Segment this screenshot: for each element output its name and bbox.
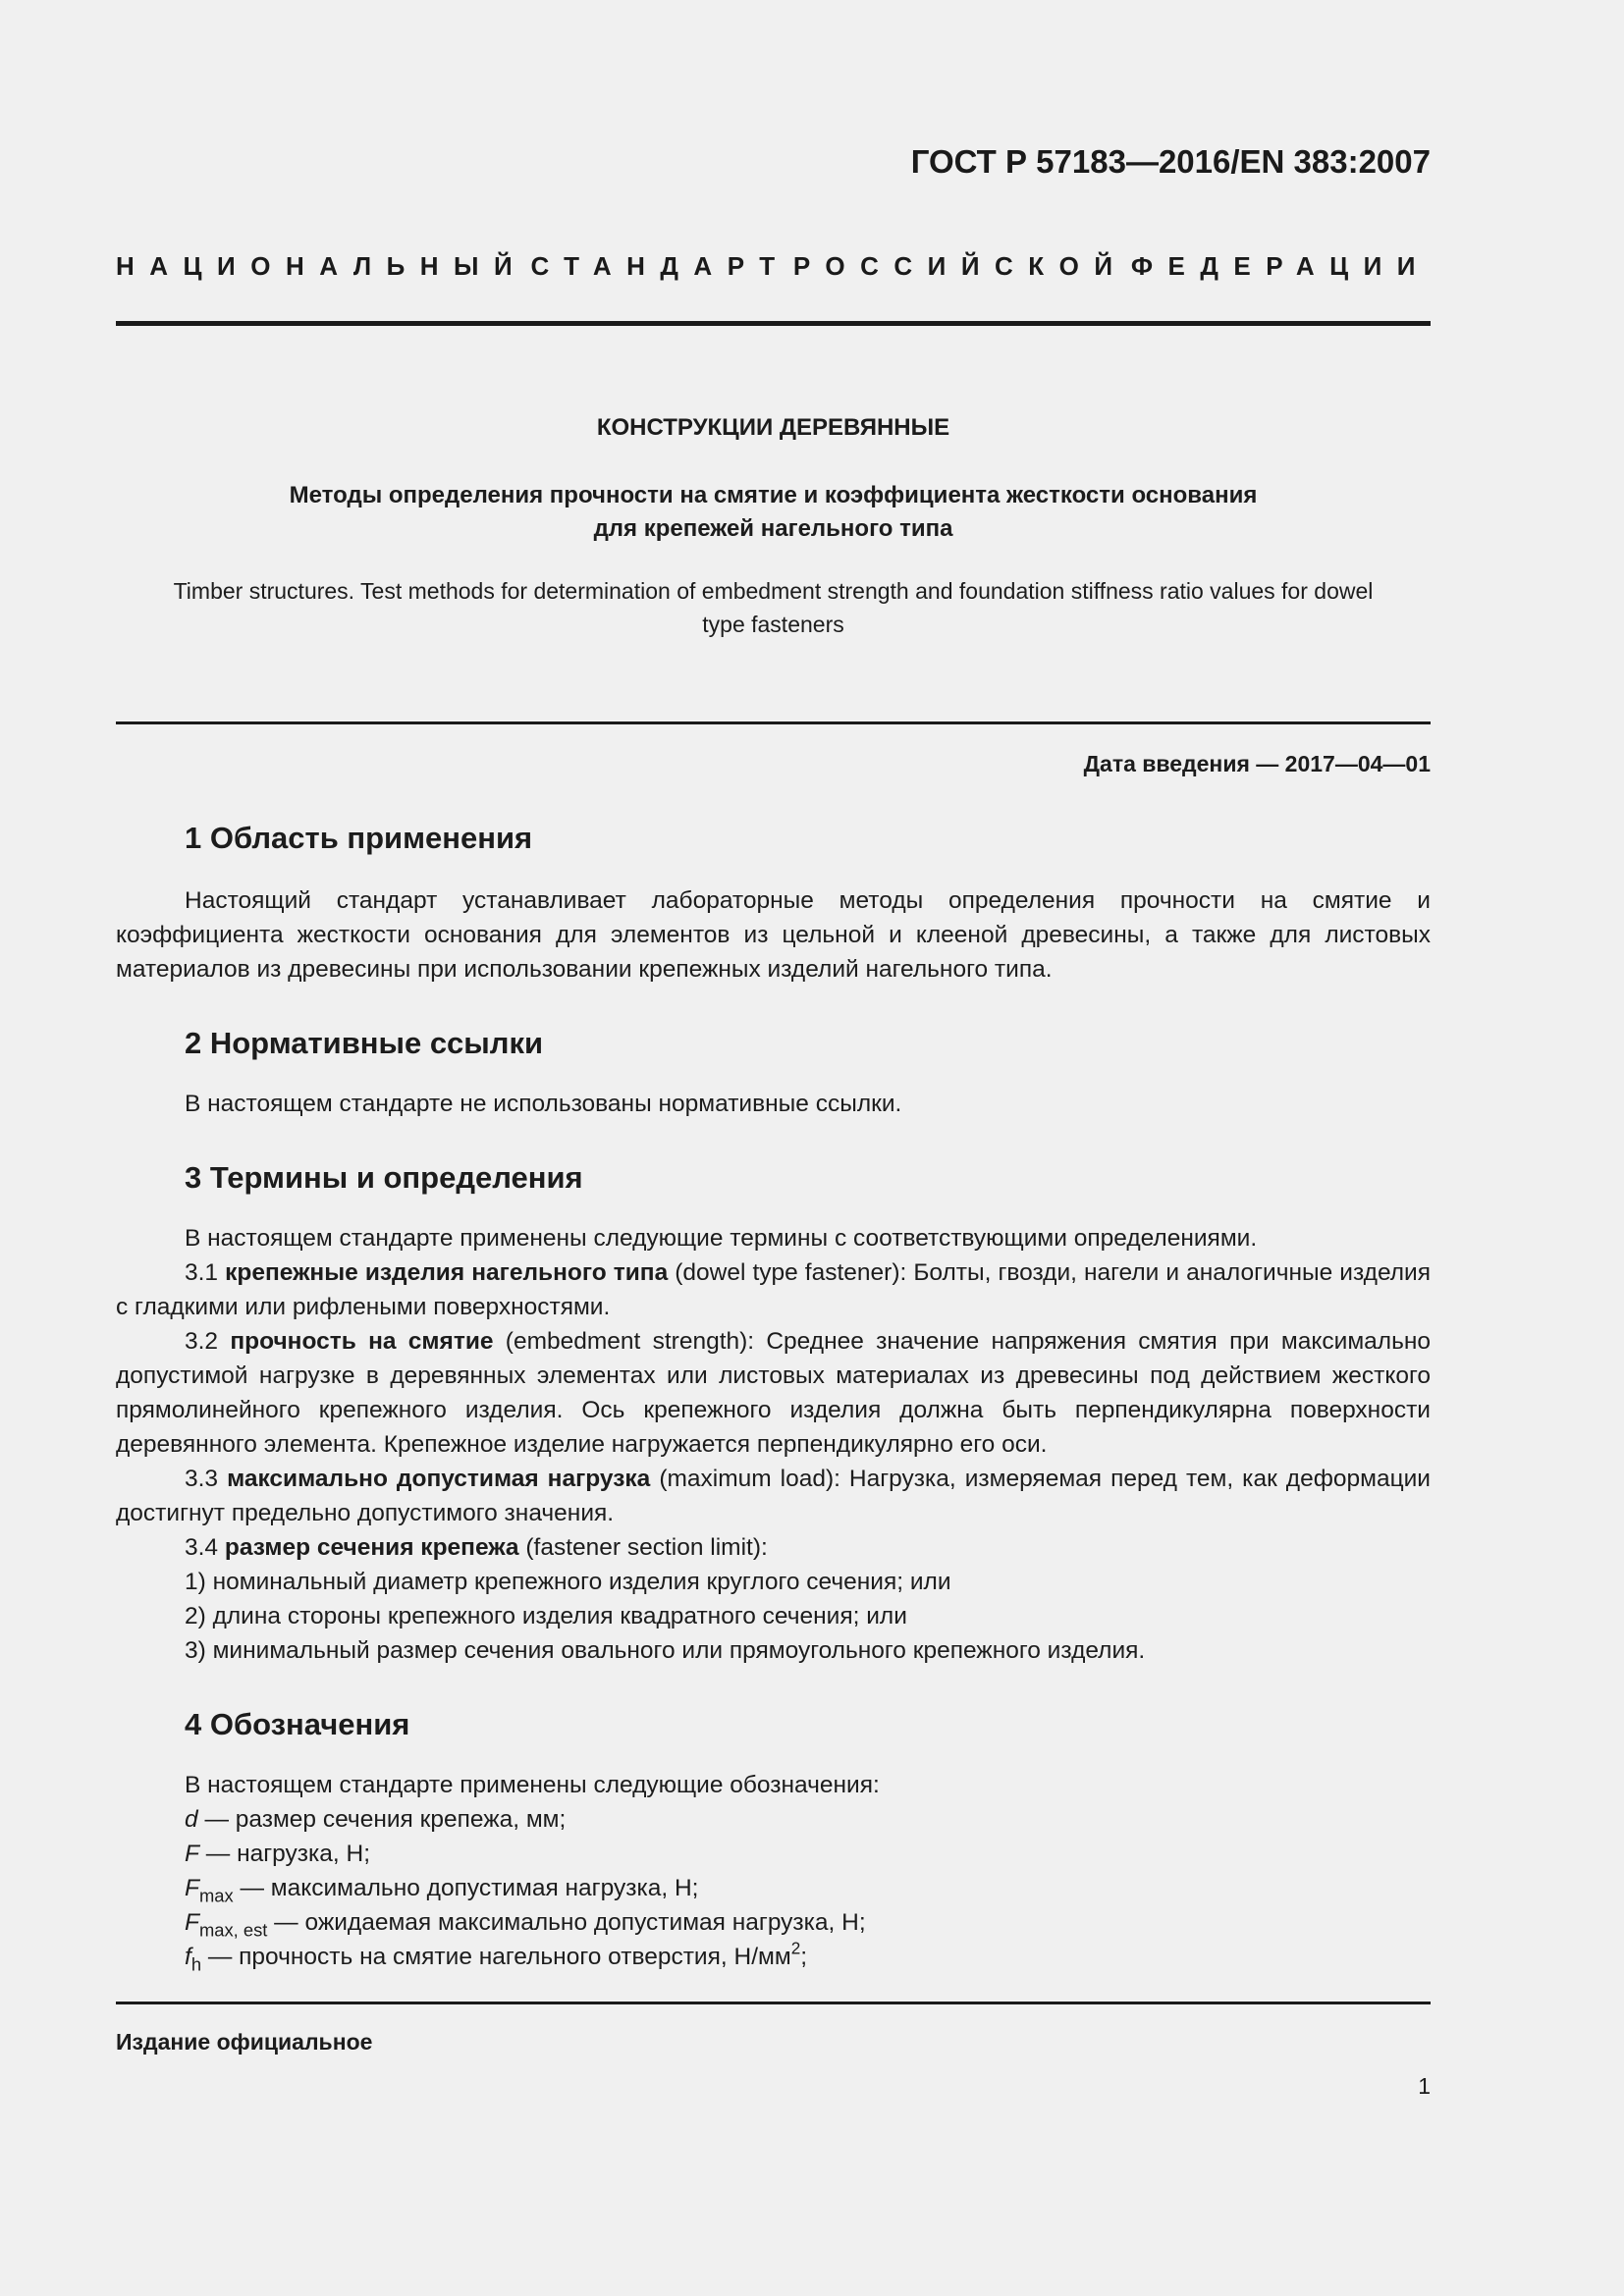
symbol-text: — нагрузка, Н;	[198, 1841, 371, 1867]
section-paragraph: Настоящий стандарт устанавливает лабораторные методы определения прочности на смятие и коэффициента жесткости основания для элементов из цельной и клееной древесины, а также для листовых материалов из древесины при использовании крепежных изделий нагельного типа.	[116, 887, 1431, 983]
subtitle-line: Методы определения прочности на смятие и коэффициента жесткости основания	[289, 482, 1258, 508]
term-definition	[116, 1255, 1431, 1324]
symbol-superscript: 2	[790, 1938, 801, 1958]
symbol-entry	[116, 1871, 1431, 1905]
symbol-text: — ожидаемая максимально допустимая нагрузка, Н;	[267, 1909, 866, 1936]
national-standard-banner	[116, 251, 1431, 282]
document-body	[116, 817, 1431, 1974]
symbol-entry	[116, 1837, 1431, 1871]
section-paragraph: В настоящем стандарте применены следующие термины с соответствующими определениями.	[185, 1225, 1258, 1252]
term-number: 3.4	[185, 1534, 219, 1561]
symbol: F	[185, 1909, 199, 1936]
section-heading: 1 Область применения	[185, 821, 533, 855]
symbol: F	[185, 1841, 199, 1867]
section-heading: 2 Нормативные ссылки	[185, 1026, 544, 1060]
term-name: максимально допустимая нагрузка	[227, 1466, 651, 1492]
term-text: (dowel type fastener): Болты, гвозди, нагели и аналогичные изделия с гладкими или рифлеными поверхностями.	[116, 1259, 1432, 1320]
banner-word: ФЕДЕРАЦИИ	[1130, 251, 1431, 281]
symbol-subscript: h	[190, 1953, 202, 1975]
standard-code: ГОСТ Р 57183—2016/EN 383:2007	[910, 143, 1431, 180]
symbol-entry	[116, 1940, 1431, 1974]
subtitle-line: для крепежей нагельного типа	[593, 515, 953, 542]
term-name: прочность на смятие	[230, 1328, 494, 1355]
term-text: (embedment strength): Среднее значение напряжения смятия при максимально допустимой нагрузке в деревянных элементах или листовых материалах из древесины под действием жесткого прямолинейного крепежного изделия. Ось крепежного изделия должна быть перпендикулярна поверхности деревянного элемента. Крепежное изделие нагружается перпендикулярно его оси.	[116, 1328, 1432, 1458]
banner-word: СТАНДАРТ	[530, 251, 790, 281]
term-definition	[116, 1530, 1431, 1565]
symbol-entry	[116, 1905, 1431, 1940]
symbol: f	[185, 1944, 191, 1970]
document-title: КОНСТРУКЦИИ ДЕРЕВЯННЫЕ	[596, 414, 950, 441]
introduction-date: Дата введения — 2017—04—01	[1083, 751, 1431, 776]
term-definition	[116, 1462, 1431, 1530]
section-heading: 4 Обозначения	[185, 1707, 410, 1741]
list-item: 3) минимальный размер сечения овального или прямоугольного крепежного изделия.	[185, 1637, 1146, 1664]
list-item: 2) длина стороны крепежного изделия квадратного сечения; или	[185, 1603, 907, 1629]
english-title-line: Timber structures. Test methods for determination of embedment strength and foundation stiffness ratio values for dowel	[173, 578, 1374, 604]
list-item: 1) номинальный диаметр крепежного изделия круглого сечения; или	[185, 1569, 951, 1595]
symbol-text: — максимально допустимая нагрузка, Н;	[233, 1875, 699, 1901]
section-heading: 3 Термины и определения	[185, 1160, 583, 1195]
document-subtitle	[116, 479, 1431, 546]
english-title-line: type fasteners	[702, 612, 844, 637]
symbol-subscript: max	[198, 1885, 234, 1906]
symbol-entry	[116, 1802, 1431, 1837]
term-text: (maximum load): Нагрузка, измеряемая перед тем, как деформации достигнут предельно допустимого значения.	[116, 1466, 1431, 1526]
symbol-subscript: max, est	[198, 1919, 268, 1941]
section-paragraph: В настоящем стандарте не использованы нормативные ссылки.	[185, 1091, 902, 1117]
term-definition	[116, 1324, 1431, 1462]
term-number: 3.3	[185, 1466, 219, 1492]
symbol-text: — прочность на смятие нагельного отверстия, Н/мм	[201, 1944, 791, 1970]
term-name: размер сечения крепежа	[224, 1534, 519, 1561]
english-title	[116, 574, 1431, 641]
banner-word: РОССИЙСКОЙ	[792, 251, 1128, 281]
header-divider	[116, 321, 1431, 326]
term-text: (fastener section limit):	[525, 1534, 768, 1561]
title-divider	[116, 721, 1431, 724]
symbol-text-end: ;	[800, 1944, 808, 1970]
term-number: 3.1	[185, 1259, 219, 1286]
page-number: 1	[1418, 2073, 1431, 2099]
symbol: F	[185, 1875, 199, 1901]
footer-divider	[116, 2002, 1431, 2004]
official-edition-label: Издание официальное	[116, 2029, 373, 2055]
banner-word: НАЦИОНАЛЬНЫЙ	[116, 251, 528, 281]
document-page	[116, 0, 1431, 2296]
term-number: 3.2	[185, 1328, 219, 1355]
term-name: крепежные изделия нагельного типа	[225, 1259, 669, 1286]
symbol: d	[185, 1806, 198, 1833]
section-paragraph: В настоящем стандарте применены следующие обозначения:	[185, 1772, 880, 1798]
symbol-text: — размер сечения крепежа, мм;	[197, 1806, 567, 1833]
